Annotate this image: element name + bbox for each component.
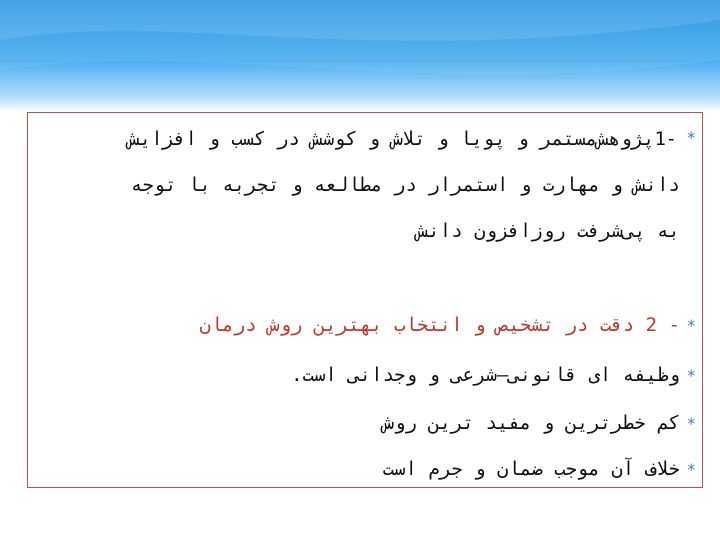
bullet-marker: *: [686, 414, 696, 433]
list-item-liability: خلاف آن موجب ضمان و جرم است: [382, 458, 680, 480]
list-item-accuracy: - 2 دقت در تشخیص و انتخاب بهترین روش درمان: [199, 314, 680, 336]
title-banner: [0, 0, 720, 112]
bullet-marker: *: [686, 316, 696, 335]
bullet-marker: *: [686, 366, 696, 385]
banner-wave-decoration: [0, 0, 720, 112]
intro-line-2: دانش و مهارت و استمرار در مطالعه و تجربه با توجه: [130, 174, 680, 196]
bullet-marker: *: [686, 460, 696, 479]
intro-lead-dash: -: [665, 128, 678, 150]
intro-line-3: به پی‌شرفت روزافزون دانش: [416, 220, 680, 242]
bullet-marker: *: [686, 128, 696, 147]
list-item-safest-method: کم خطرترین و مفید ترین روش: [382, 412, 680, 434]
intro-line-1: 1پژوهش‌مستمر و پویا و تلاش و کوشش در کسب و افزایش: [128, 128, 666, 150]
list-item-duty: وظیفه ای قانونی–شرعی و وجدانی است.: [291, 364, 680, 386]
